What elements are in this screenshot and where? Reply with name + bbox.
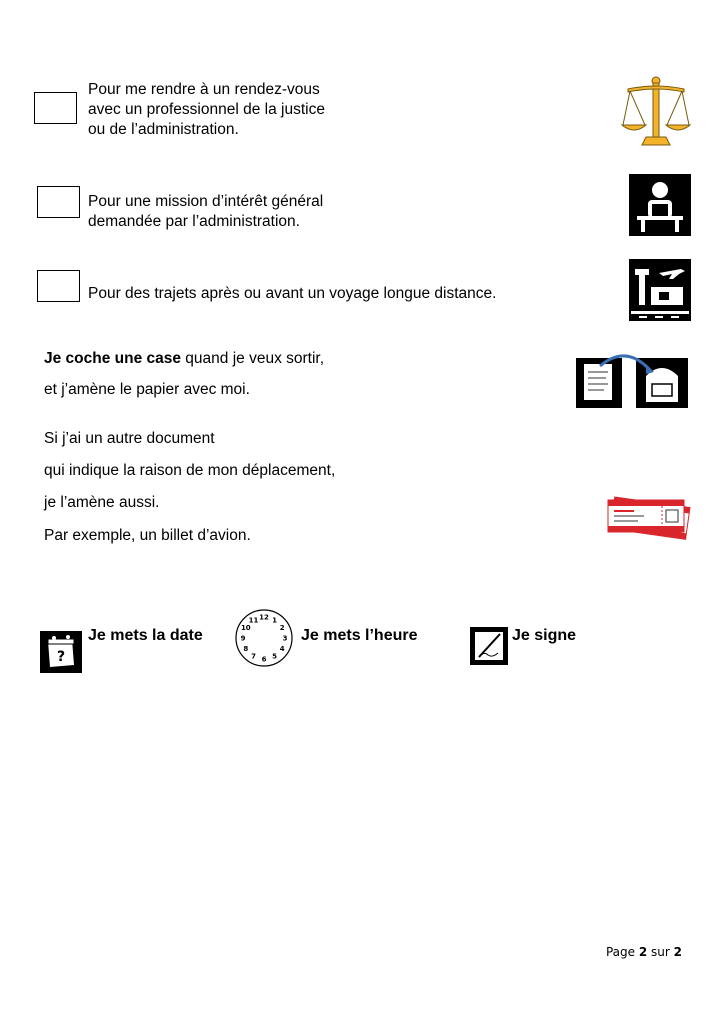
clock-number: 2 — [279, 624, 285, 632]
instruction-line-1 — [44, 350, 324, 368]
sign-label: Je signe — [512, 627, 577, 644]
checkbox-justice[interactable] — [34, 92, 77, 124]
footer-prefix: Page — [605, 945, 639, 959]
option-line: Pour des trajets après ou avant un voyage longue distance. — [88, 285, 497, 302]
clock-number: 8 — [243, 645, 249, 653]
footer-total: 2 — [673, 945, 682, 959]
footer-page: 2 — [638, 945, 648, 959]
clock-number: 6 — [261, 655, 267, 664]
option-line: Pour me rendre à un rendez-vous — [88, 81, 320, 98]
date-label: Je mets la date — [88, 627, 203, 644]
time-label: Je mets l’heure — [301, 627, 418, 644]
option-travel-text — [88, 284, 496, 304]
page-footer — [606, 945, 682, 959]
paper-to-backpack-icon — [576, 352, 688, 410]
clock-number: 10 — [240, 624, 251, 632]
airport-icon — [629, 259, 691, 321]
clock-number: 12 — [259, 613, 269, 622]
instruction-line-2: et j’amène le papier avec moi. — [44, 381, 250, 398]
clock-number: 3 — [282, 634, 288, 643]
clock-number: 5 — [272, 652, 277, 661]
footer-middle: sur — [647, 945, 674, 959]
instruction-line-4: qui indique la raison de mon déplacement, — [44, 462, 336, 479]
clock-icon — [234, 608, 294, 668]
svg-text:?: ? — [57, 649, 66, 665]
clock-number: 9 — [240, 634, 246, 643]
instruction-bold: Je coche une case — [44, 350, 181, 367]
option-line: demandée par l’administration. — [88, 213, 300, 230]
instruction-line-3: Si j’ai un autre document — [44, 430, 215, 447]
calendar-question-icon — [40, 631, 82, 673]
option-line: avec un professionnel de la justice — [88, 101, 325, 118]
checkbox-travel[interactable] — [37, 270, 80, 302]
person-at-desk-icon — [629, 174, 691, 236]
checkbox-mission[interactable] — [37, 186, 80, 218]
option-line: Pour une mission d’intérêt général — [88, 193, 324, 210]
clock-number: 7 — [251, 652, 256, 661]
option-justice-text — [88, 80, 325, 140]
plane-ticket-icon — [606, 494, 692, 544]
scales-icon — [620, 75, 692, 149]
instruction-line-6: Par exemple, un billet d’avion. — [44, 527, 251, 544]
signature-icon — [470, 627, 508, 665]
option-mission-text — [88, 192, 323, 232]
clock-number: 11 — [248, 616, 259, 625]
instruction-rest: quand je veux sortir, — [181, 350, 325, 367]
option-line: ou de l’administration. — [88, 121, 239, 138]
clock-number: 4 — [279, 645, 285, 653]
instruction-line-5: je l’amène aussi. — [44, 494, 160, 511]
clock-number: 1 — [272, 616, 277, 625]
